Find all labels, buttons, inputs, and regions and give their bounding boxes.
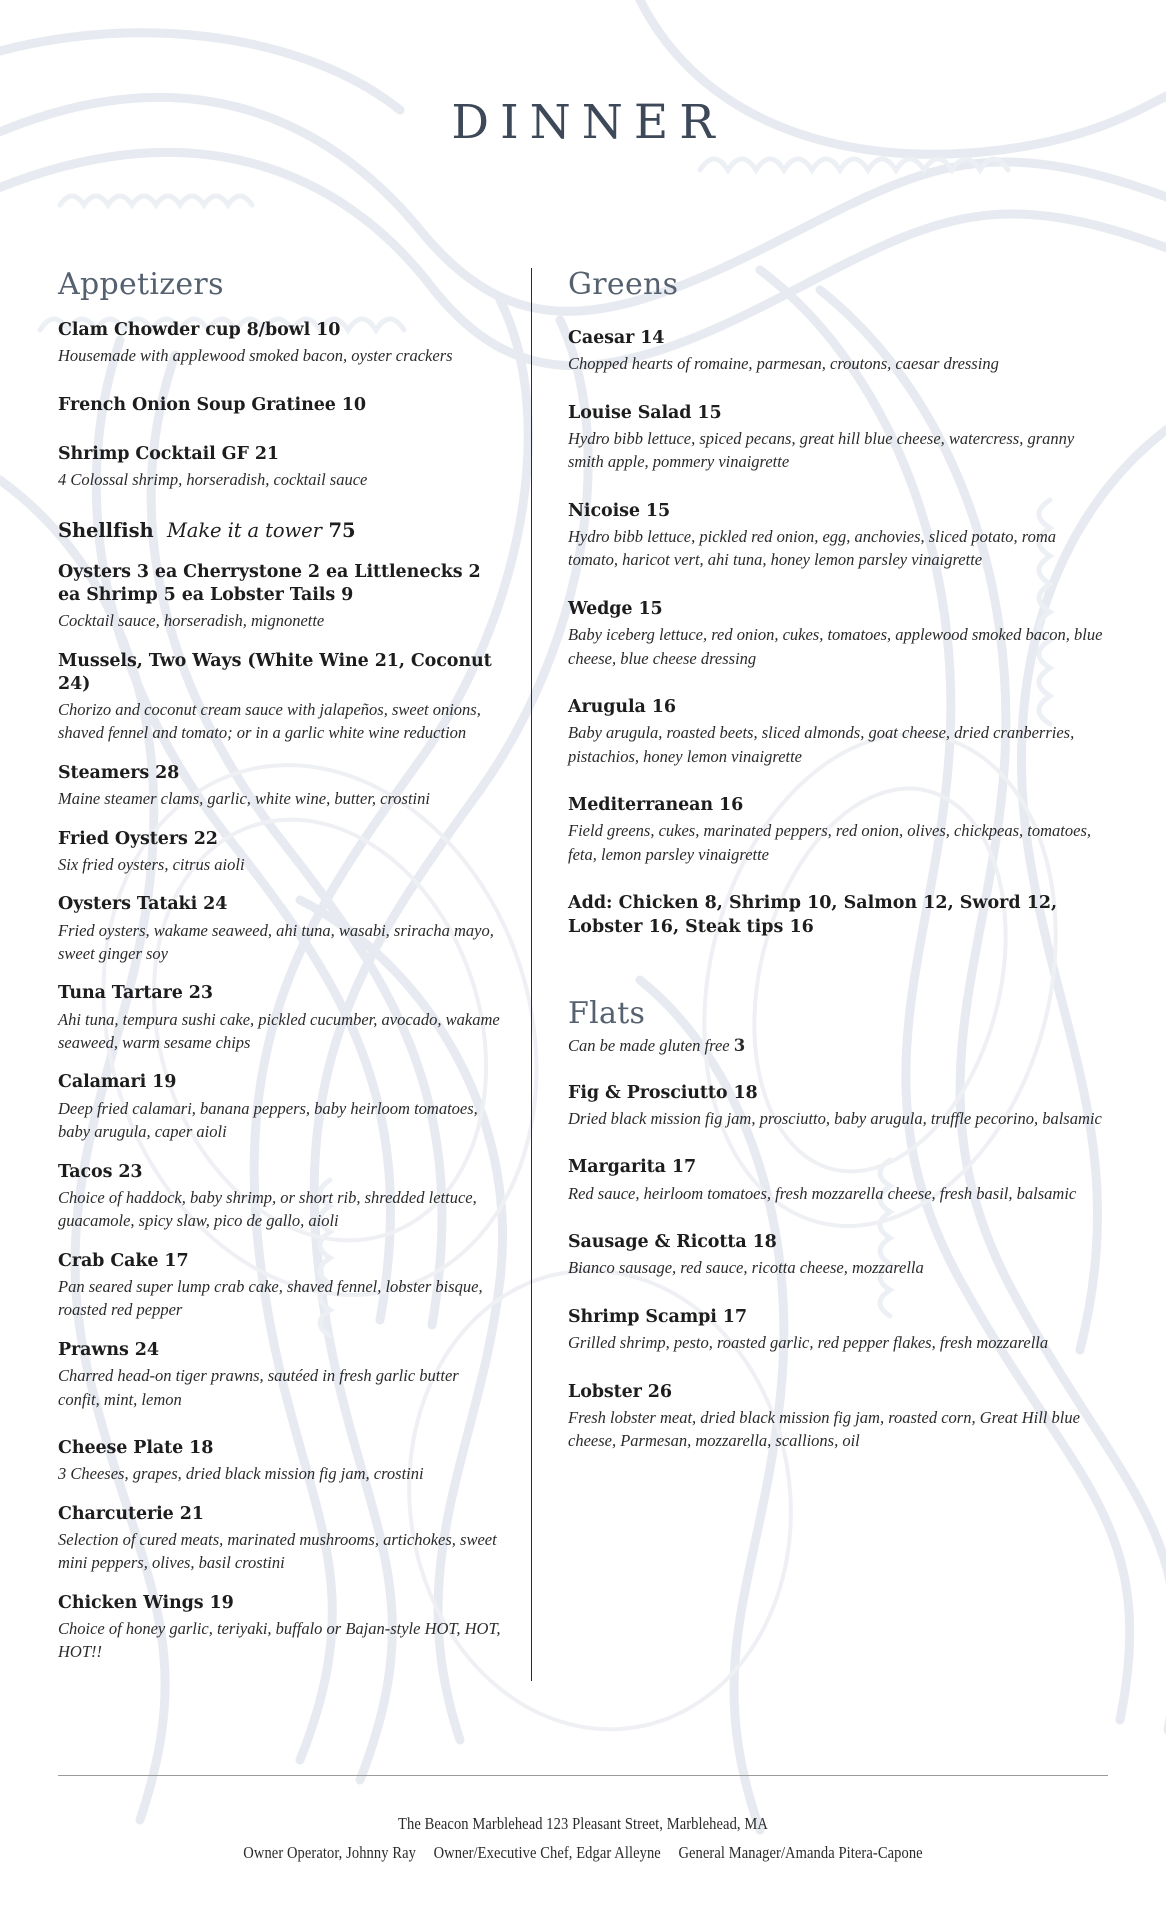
item-name: Wedge 15 [568, 598, 663, 619]
item-description: Chorizo and coconut cream sauce with jalapeños, sweet onions, shaved fennel and tomato; or in a garlic white wine reduction [58, 700, 481, 743]
item-name: Nicoise 15 [568, 500, 671, 521]
add-protein-line: Add: Chicken 8, Shrimp 10, Salmon 12, Sword 12, Lobster 16, Steak tips 16 [568, 893, 1058, 937]
item-name: Clam Chowder cup 8/bowl 10 [58, 320, 341, 340]
menu-item[interactable] [58, 561, 501, 633]
menu-item[interactable] [568, 402, 1108, 474]
menu-columns [0, 268, 1166, 1681]
menu-item[interactable] [58, 1339, 501, 1411]
footer-exec-chef: Owner/Executive Chef, Edgar Alleyne [433, 1843, 661, 1863]
menu-item[interactable] [58, 1071, 501, 1143]
item-name: Tacos 23 [58, 1161, 143, 1182]
item-description: Choice of honey garlic, teriyaki, buffalo or Bajan-style HOT, HOT, HOT!! [58, 1618, 501, 1662]
item-name: Cheese Plate 18 [58, 1437, 214, 1458]
menu-item[interactable] [568, 327, 1108, 376]
item-description: Chopped hearts of romaine, parmesan, croutons, caesar dressing [568, 354, 999, 374]
menu-item[interactable] [58, 1437, 501, 1486]
item-description: Deep fried calamari, banana peppers, baby heirloom tomatoes, baby arugula, caper aioli [58, 1098, 478, 1142]
menu-item[interactable] [568, 1381, 1108, 1453]
item-description: Fried oysters, wakame seaweed, ahi tuna, wasabi, sriracha mayo, sweet ginger soy [58, 920, 494, 963]
shellfish-price: 75 [328, 518, 356, 542]
menu-item[interactable] [58, 1503, 501, 1575]
flats-note-price: 3 [733, 1035, 746, 1055]
item-description: 3 Cheeses, grapes, dried black mission fig jam, crostini [58, 1464, 424, 1484]
menu-item[interactable] [568, 794, 1108, 866]
footer [58, 1775, 1108, 1868]
item-name: Fried Oysters 22 [58, 828, 218, 849]
item-name: Mediterranean 16 [568, 795, 744, 816]
menu-item[interactable] [568, 598, 1108, 670]
menu-item[interactable] [58, 394, 501, 417]
item-name: Mussels, Two Ways (White Wine 21, Coconut 24) [58, 650, 492, 694]
shellfish-note: Make it a tower [166, 518, 322, 542]
menu-item[interactable] [568, 1156, 1108, 1205]
page-title: DINNER [451, 95, 726, 150]
footer-staff [121, 1839, 1045, 1868]
item-description: Fresh lobster meat, dried black mission fig jam, roasted corn, Great Hill blue cheese, Parmesan, mozzarella, scallions, oil [568, 1407, 1080, 1451]
item-description: Housemade with applewood smoked bacon, oyster crackers [58, 346, 453, 366]
item-description: Field greens, cukes, marinated peppers, red onion, olives, chickpeas, tomatoes, feta, lemon parsley vinaigrette [568, 821, 1091, 864]
item-name: Charcuterie 21 [58, 1503, 204, 1524]
menu-item[interactable] [568, 500, 1108, 572]
menu-item[interactable] [58, 1161, 501, 1233]
footer-general-manager: General Manager/Amanda Pitera-Capone [678, 1843, 923, 1863]
item-description: Pan seared super lump crab cake, shaved fennel, lobster bisque, roasted red pepper [58, 1276, 483, 1320]
section-heading-flats: Flats [568, 995, 646, 1031]
greens-flats-column [532, 268, 1108, 1681]
item-description: Hydro bibb lettuce, spiced pecans, great hill blue cheese, watercress, granny smith apple, pommery vinaigrette [568, 428, 1075, 472]
item-name: Crab Cake 17 [58, 1250, 189, 1271]
menu-item[interactable] [58, 1592, 501, 1664]
item-description: Baby iceberg lettuce, red onion, cukes, tomatoes, applewood smoked bacon, blue cheese, blue cheese dressing [568, 625, 1103, 668]
menu-item[interactable] [58, 650, 501, 745]
flats-gluten-free-note [568, 1036, 1108, 1056]
menu-item[interactable] [568, 1231, 1108, 1280]
item-description: Bianco sausage, red sauce, ricotta cheese, mozzarella [568, 1258, 924, 1278]
menu-item[interactable] [58, 1250, 501, 1322]
menu-item-shellfish[interactable] [58, 518, 501, 544]
item-name: Oysters Tataki 24 [58, 894, 228, 915]
menu-item[interactable] [568, 696, 1108, 768]
footer-address: The Beacon Marblehead 123 Pleasant Street, Marblehead, MA [398, 1814, 768, 1834]
item-name: Sausage & Ricotta 18 [568, 1232, 777, 1253]
item-name: Fig & Prosciutto 18 [568, 1082, 758, 1103]
item-name: Oysters 3 ea Cherrystone 2 ea Littlenecks 2 ea Shrimp 5 ea Lobster Tails 9 [58, 561, 481, 605]
item-description: Charred head-on tiger prawns, sautéed in fresh garlic butter confit, mint, lemon [58, 1366, 459, 1409]
item-description: Ahi tuna, tempura sushi cake, pickled cucumber, avocado, wakame seaweed, warm sesame chips [58, 1009, 500, 1053]
item-description: Hydro bibb lettuce, pickled red onion, egg, anchovies, sliced potato, roma tomato, haricot vert, ahi tuna, honey lemon parsley vinaigrette [568, 527, 1057, 570]
item-name: Arugula 16 [568, 697, 676, 718]
item-name: Tuna Tartare 23 [58, 983, 213, 1004]
item-name: Shrimp Scampi 17 [568, 1306, 747, 1327]
menu-item[interactable] [58, 893, 501, 965]
section-heading-appetizers: Appetizers [58, 267, 224, 302]
item-description: Maine steamer clams, garlic, white wine, butter, crostini [58, 789, 430, 809]
menu-item[interactable] [568, 1306, 1108, 1355]
item-name: Steamers 28 [58, 762, 180, 783]
appetizers-column [58, 268, 531, 1681]
item-name: Margarita 17 [568, 1157, 697, 1178]
menu-item[interactable] [568, 1082, 1108, 1131]
menu-item[interactable] [58, 443, 501, 492]
menu-item[interactable] [58, 762, 501, 811]
item-description: Six fried oysters, citrus aioli [58, 854, 245, 874]
item-name: Chicken Wings 19 [58, 1592, 234, 1613]
item-name: French Onion Soup Gratinee 10 [58, 394, 366, 415]
menu-item[interactable] [58, 828, 501, 877]
item-description: Cocktail sauce, horseradish, mignonette [58, 611, 325, 631]
item-name: Shrimp Cocktail GF 21 [58, 443, 279, 464]
item-name: Prawns 24 [58, 1339, 159, 1360]
section-heading-greens: Greens [568, 267, 679, 302]
item-name: Caesar 14 [568, 328, 665, 348]
footer-divider [58, 1775, 1108, 1776]
item-description: Choice of haddock, baby shrimp, or short rib, shredded lettuce, guacamole, spicy slaw, pico de gallo, aioli [58, 1187, 477, 1231]
flats-note-text: Can be made gluten free [568, 1035, 730, 1055]
item-name: Louise Salad 15 [568, 402, 722, 423]
item-description: Red sauce, heirloom tomatoes, fresh mozzarella cheese, fresh basil, balsamic [568, 1183, 1077, 1203]
item-name: Lobster 26 [568, 1381, 672, 1402]
item-name: Calamari 19 [58, 1072, 177, 1093]
shellfish-label: Shellfish [58, 518, 154, 542]
footer-owner-operator: Owner Operator, Johnny Ray [243, 1843, 416, 1863]
item-description: Baby arugula, roasted beets, sliced almonds, goat cheese, dried cranberries, pistachios, honey lemon vinaigrette [568, 723, 1075, 766]
item-description: Dried black mission fig jam, prosciutto, baby arugula, truffle pecorino, balsamic [568, 1109, 1102, 1129]
item-description: Selection of cured meats, marinated mushrooms, artichokes, sweet mini peppers, olives, basil crostini [58, 1529, 497, 1573]
item-name [58, 518, 501, 544]
menu-item[interactable] [58, 319, 501, 368]
menu-item[interactable] [58, 982, 501, 1054]
item-description: 4 Colossal shrimp, horseradish, cocktail sauce [58, 470, 368, 490]
item-description: Grilled shrimp, pesto, roasted garlic, red pepper flakes, fresh mozzarella [568, 1333, 1049, 1353]
